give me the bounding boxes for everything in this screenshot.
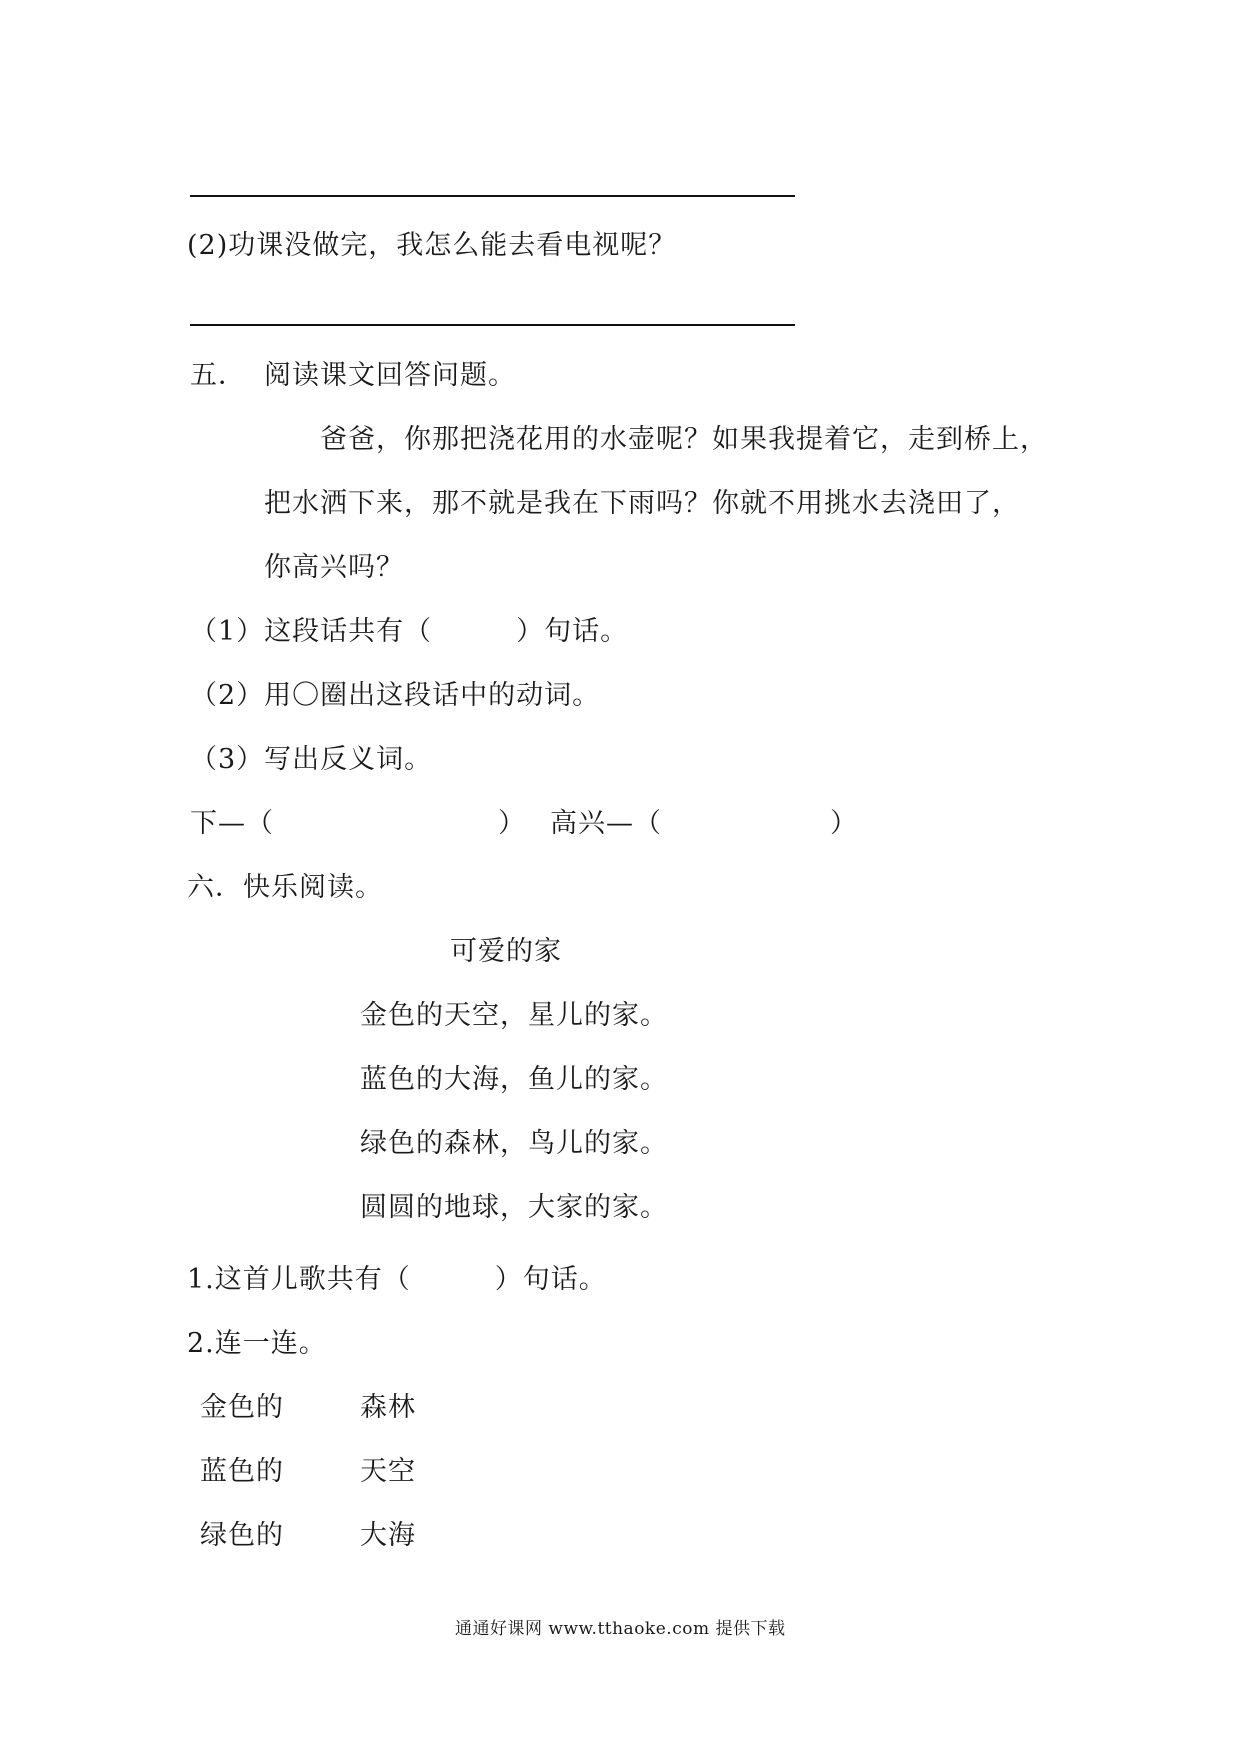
poem-line-3: 绿色的森林，鸟儿的家。 [360,1128,668,1159]
passage-line-1: 爸爸，你那把浇花用的水壶呢？如果我提着它，走到桥上， [320,424,1048,455]
match-left-1[interactable]: 金色的 [200,1392,284,1423]
section6-question-1: 1.这首儿歌共有（ ）句话。 [187,1264,607,1295]
antonym-left: 下—（ ） [190,808,526,839]
match-left-3[interactable]: 绿色的 [200,1520,284,1551]
match-right-3[interactable]: 大海 [360,1520,416,1551]
section5-heading-number: 五． [190,360,246,391]
answer-line-1[interactable] [190,195,795,197]
section4-question-2: (2)功课没做完，我怎么能去看电视呢？ [187,230,677,261]
section5-question-3: （3）写出反义词。 [190,744,433,775]
answer-line-2[interactable] [190,324,795,326]
footer-text: 通通好课网 www.tthaoke.com 提供下载 [455,1619,786,1639]
match-right-2[interactable]: 天空 [360,1456,416,1487]
section5-question-1: （1）这段话共有（ ）句话。 [190,616,629,647]
poem-line-2: 蓝色的大海，鱼儿的家。 [360,1064,668,1095]
passage-line-2: 把水洒下来，那不就是我在下雨吗？你就不用挑水去浇田了， [264,488,1020,519]
section6-heading: 六．快乐阅读。 [187,872,383,903]
poem-title: 可爱的家 [450,936,562,967]
match-right-1[interactable]: 森林 [360,1392,416,1423]
antonym-right: 高兴—（ ） [550,808,858,839]
section6-question-2: 2.连一连。 [187,1328,327,1359]
poem-line-1: 金色的天空，星儿的家。 [360,1000,668,1031]
section5-heading: 阅读课文回答问题。 [264,360,516,391]
passage-line-3: 你高兴吗？ [264,552,404,583]
poem-line-4: 圆圆的地球，大家的家。 [360,1192,668,1223]
section5-question-2: （2）用〇圈出这段话中的动词。 [190,680,601,711]
match-left-2[interactable]: 蓝色的 [200,1456,284,1487]
